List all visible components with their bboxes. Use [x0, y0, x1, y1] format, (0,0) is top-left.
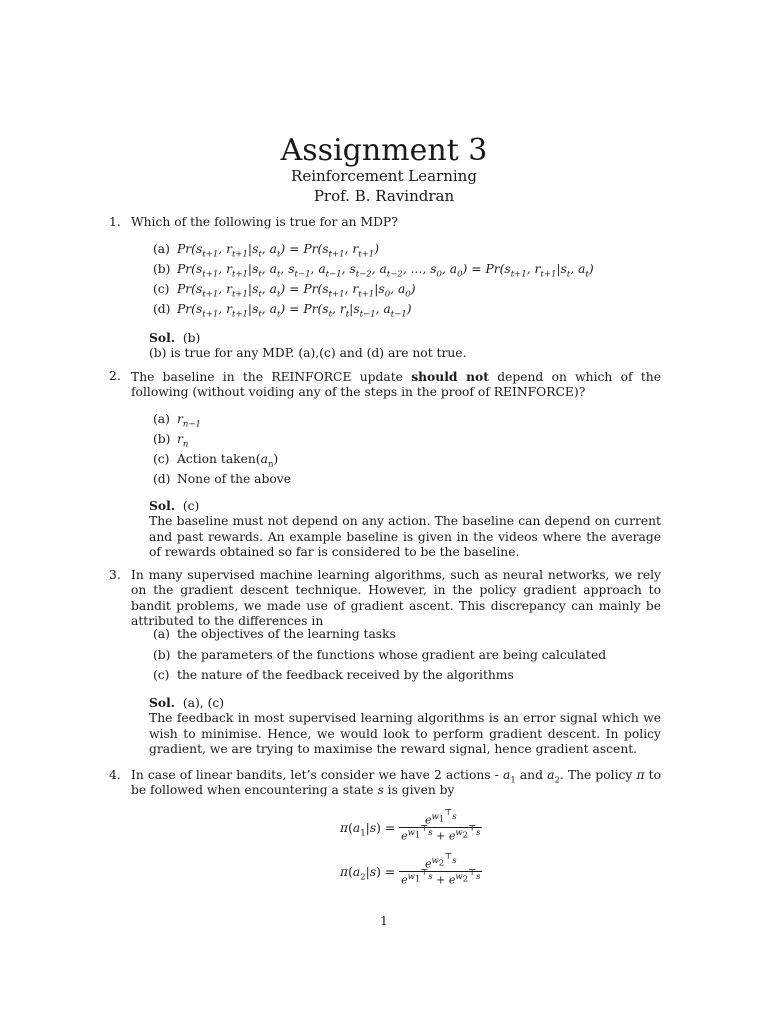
- option-label: (d): [153, 302, 171, 316]
- solution-label: Sol.: [149, 695, 176, 710]
- option-c: [153, 452, 661, 470]
- solution-label: Sol.: [149, 330, 176, 345]
- option-text: None of the above: [177, 472, 292, 486]
- question-4: [109, 768, 661, 799]
- question-stem: The baseline in the REINFORCE update should not depend on which of the following (without voiding any of the steps in the proof of REINFORCE)?: [131, 369, 661, 400]
- option-b: [153, 262, 661, 280]
- option-a: [153, 412, 661, 430]
- option-formula: $Pr(s_{t+1}$, $r_{t+1}|s_t$, $a_t) = Pr(s_{t+1}$, $r_{t+1}$): [177, 242, 380, 260]
- solution-answer: (b): [182, 331, 201, 345]
- option-text: the nature of the feedback received by the algorithms: [177, 668, 514, 682]
- option-label: (b): [153, 262, 171, 276]
- question-2: [109, 369, 661, 560]
- question-number: 3.: [109, 568, 121, 582]
- option-c: [153, 668, 661, 683]
- question-stem: Which of the following is true for an MDP?: [131, 215, 398, 229]
- question-stem: In many supervised machine learning algorithms, such as neural networks, we rely on the gradient descent technique. However, in the policy gradient approach to bandit problems, we made use of gradient ascent. This discrepancy can mainly be attributed to the differences in: [131, 568, 661, 629]
- option-label: (c): [153, 452, 170, 466]
- option-label: (c): [153, 282, 170, 296]
- option-label: (b): [153, 648, 171, 662]
- option-d: [153, 302, 661, 320]
- option-b: [153, 648, 661, 663]
- option-label: (a): [153, 412, 170, 426]
- question-3: [109, 568, 661, 757]
- option-formula: $Pr(s_{t+1}$, $r_{t+1}|s_t$, $a_t) = Pr(s_{t+1}$, $r_{t+1}|s_0$, $a_0$): [177, 282, 416, 300]
- option-a: [153, 627, 661, 642]
- option-label: (c): [153, 668, 170, 682]
- option-formula: $r_{n-1}$: [177, 412, 201, 430]
- solution: [149, 330, 661, 362]
- option-formula: $Pr(s_{t+1}$, $r_{t+1}|s_t$, $a_t$, $s_{t-1}$, $a_{t-1}$, $s_{t-2}$, $a_{t-2}$, ..., $s_0$, $a_0) = Pr(s_{t+1}$, $r_{t+1}|s_t$, $a_t$): [177, 262, 594, 280]
- solution-text: (b) is true for any MDP. (a),(c) and (d) are not true.: [149, 346, 467, 361]
- document-subtitle: Reinforcement Learning: [291, 167, 477, 185]
- question-1: [109, 215, 661, 361]
- question-stem: In case of linear bandits, let’s consider we have 2 actions - $a_1$ and $a_2$. The policy π to be followed when encountering a state s is given by: [131, 768, 661, 798]
- question-number: 2.: [109, 369, 121, 383]
- option-formula: $r_n$: [177, 432, 189, 450]
- option-label: (d): [153, 472, 171, 486]
- option-formula: $Pr(s_{t+1}$, $r_{t+1}|s_t$, $a_t) = Pr(s_t$, $r_t|s_{t-1}$, $a_{t-1}$): [177, 302, 412, 320]
- option-text: the objectives of the learning tasks: [177, 627, 396, 641]
- option-label: (a): [153, 627, 170, 641]
- solution-text: The feedback in most supervised learning algorithms is an error signal which we wish to minimise. Hence, we would look to perform gradient descent. In policy gradient, we are trying to maximise the reward signal, hence gradient ascent.: [149, 711, 661, 757]
- document-author: Prof. B. Ravindran: [313, 187, 455, 205]
- option-c: [153, 282, 661, 300]
- question-number: 4.: [109, 768, 121, 782]
- option-d: [153, 472, 661, 487]
- solution-text: The baseline must not depend on any action. The baseline can depend on current and past rewards. An example baseline is given in the videos where the average of rewards obtained so far is considered to be the baseline.: [149, 514, 661, 560]
- document-title: Assignment 3: [280, 133, 488, 168]
- option-a: [153, 242, 661, 260]
- page-number: 1: [380, 914, 388, 928]
- question-number: 1.: [109, 215, 121, 229]
- emphasis-text: should not: [411, 369, 489, 384]
- document-page: Assignment 3 Reinforcement Learning Prof. B. Ravindran 1. Which of the following is true for an MDP? (a) $Pr(s_{t+1}$, $r_{t+1}|s_t$, $a_t) = Pr(s_{t+1}$, $r_{t+1}$) (b) $Pr(s_{t+1}$, $r_{t+1}|s_t$, $a_t$, $s_{t-1}$, $a_{t-1}$, $s_{t-2}$, $a_{t-2}$, ..., $s_0$, $a_0) = Pr(s_{t+1}$, $r_{t+1}|s_t$, $a_t$) (c) $Pr(s_{t+1}$, $r_{t+1}|s_t$, $a_t) = Pr(s_{t+1}$, $r_{t+1}|s_0$, $a_0$) (d) $Pr(s_{t+1}$, $r_{t+1}|s_t$, $a_t) = Pr(s_t$, $r_t|s_{t-1}$, $a_{t-1}$) Sol. (b) (b) is true for any MDP. (a),(c) and (d) are not true. 2. The baseline in the REINFORCE update should not depend on which of the following (without voiding any of the steps in the proof of REINFORCE)? (a) $r_{n-1}$ (b) $r_n$ (c) Action $taken(a_n)$ (d) None of the above Sol. (c) The baseline must not depend on any action. The baseline can depend on current and past rewards. An example baseline is given in the videos where the average of rewards obtained so far is considered to be the baseline. 3. In many supervised machine learning algorithms, such as neural networks, we rely on the gradient descent technique. However, in the policy gradient approach to bandit problems, we made use of gradient ascent. This discrepancy can mainly be attributed to the differences in (a) the objectives of the learning tasks (b) the parameters of the functions whose gradient are being calculated (c) the nature of the feedback received by the algorithms Sol. (a), (c) The feedback in most supervised learning algorithms is an error signal which we wish to minimise. Hence, we would look to perform gradient descent. In policy gradient, we are trying to maximise the reward signal, hence gradient ascent. 4. In case of linear bandits, let’s consider we have 2 actions - $a_1$ and $a_2$. The policy π to be followed when encountering a state s is given by $\pi(a_1|s)$ = $\frac{e^{w_1^⊤s}}{e^{w_1^⊤s} + e^{w_2^⊤s}}$ $\pi(a_2|s)$ = $\frac{e^{w_2^⊤s}}{e^{w_1^⊤s} + e^{w_2^⊤s}}$ 1: [0, 0, 768, 1024]
- option-text: the parameters of the functions whose gradient are being calculated: [177, 648, 607, 662]
- solution-label: Sol.: [149, 498, 176, 513]
- solution: [149, 695, 661, 758]
- option-b: [153, 432, 661, 450]
- solution-answer: (a), (c): [182, 696, 225, 710]
- solution: [149, 498, 661, 561]
- option-text: Action $taken(a_n)$: [177, 452, 279, 470]
- option-label: (b): [153, 432, 171, 446]
- solution-answer: (c): [182, 499, 200, 513]
- option-label: (a): [153, 242, 170, 256]
